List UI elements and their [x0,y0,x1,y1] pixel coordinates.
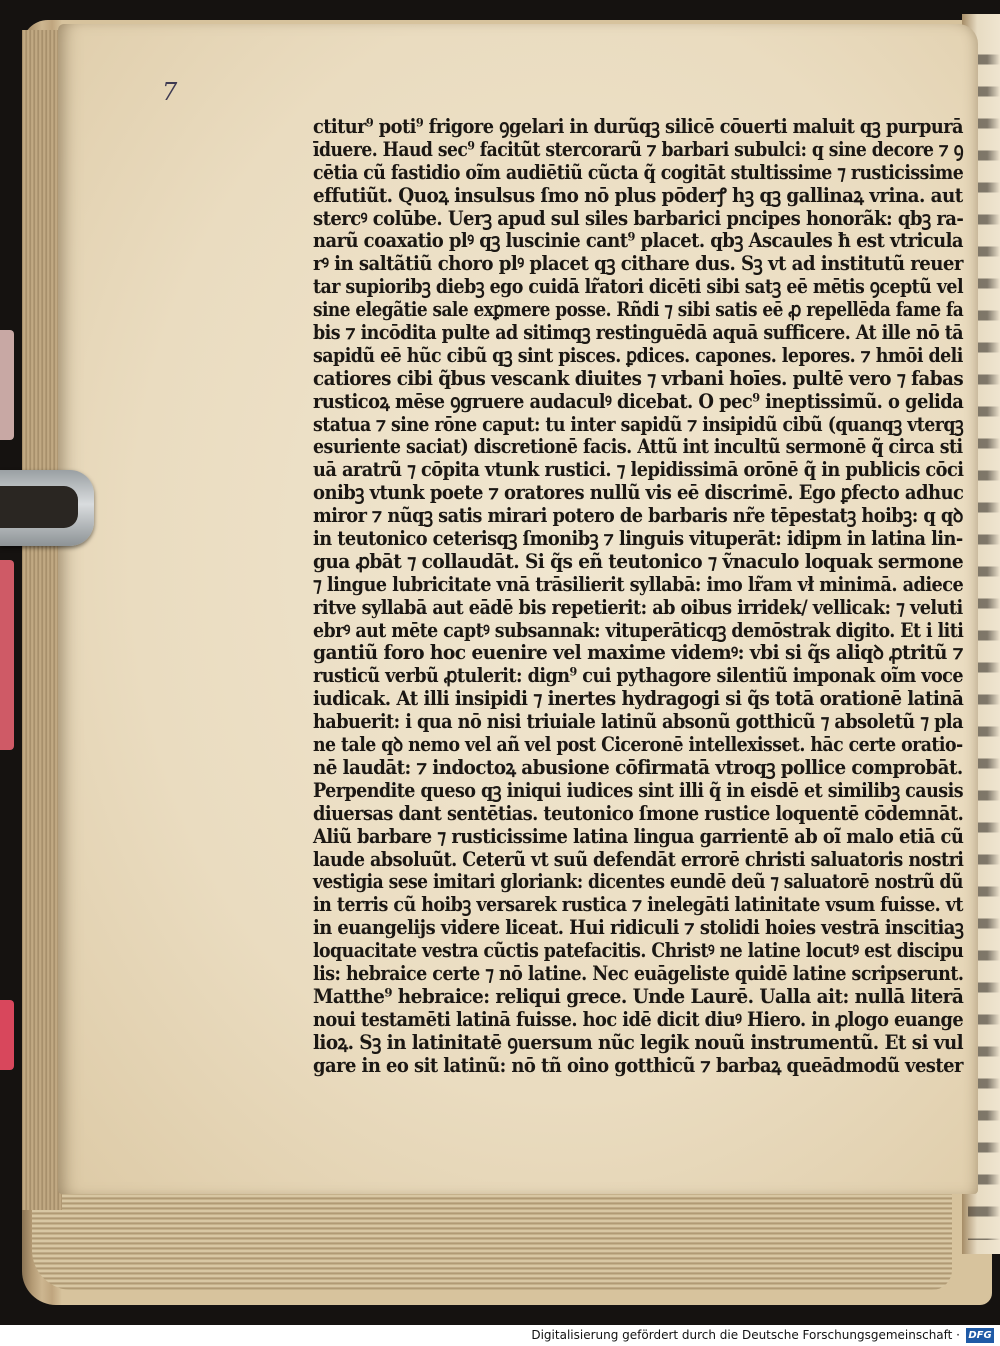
text-line: ebrꝰ aut mēte captꝰ subsannak: vituperāticqꝫ demōstrak digito. Et i liti [313,618,964,642]
text-line: rꝰ in saltãtiũ choro plꝰ placet qꝫ cithare dus. Sꝫ vt ad institutũ reuer [313,252,963,276]
text-line: gua ꝓbāt ⁊ collaudāt. Si q̃s eñ teutonico ⁊ ṽnaculo loquak sermone [313,549,964,573]
text-line: esuriente saciat) discretionē facis. Attũ int incultũ sermonē q̃ circa sti [313,435,963,459]
bookmark-tab [0,330,14,440]
text-line: tar supioribꝫ diebꝫ ego cuidā lr̃atori dicēti sibi satꝫ eē mētis ꝯceptũ vel [313,275,964,299]
text-line: miror ⁊ nũqꝫ satis mirari potero de barbaris nr̃e tēpestatꝫ hoibꝫ: q qꝺ [313,504,963,528]
text-line: bis ⁊ incōdita pulte ad sitimqꝫ restinguēdā aquā sufficere. At ille nō tā [313,321,964,345]
text-line: sapidũ eē hũc cibũ qꝫ sint pisces. ꝑdices. capones. lepores. ⁊ hmōi deli [313,343,963,367]
folio-number: 7 [162,78,178,106]
text-block [313,116,963,1077]
book-clasp-shadow [0,486,78,528]
text-line: loquacitate vestra cũctis patefacitis. Christꝰ ne latine locutꝰ est discipu [313,939,964,963]
text-line: Perpendite queso qꝫ iniqui iudices sint illi q̃ in eisdē et similibꝫ causis [313,778,964,802]
text-line: laude absoluũt. Ceterũ vt suũ defendāt errorē christi saluatoris nostri [313,847,964,871]
dfg-logo: DFG [966,1328,994,1343]
text-line: in teutonico ceterisqꝫ ſmonibꝫ ⁊ linguis vituperāt: idipm in latina lin- [313,527,963,551]
text-line: stercꝰ colūbe. Uerꝫ apud sul siles barbarici pncipes honorãk: qbꝫ ra- [313,206,964,230]
text-line: catiores cibi q̃bus vescank diuites ⁊ vrbani hoīes. pultē vero ⁊ fabas [313,366,964,390]
text-line: rusticũ verbũ ꝓtulerit: dign⁹ cui pythagore silentiũ imponak oĩm voce [313,664,964,688]
text-line: rusticoꝝ mēse ꝯgruere audaculꝰ dicebat. O pec⁹ ineptissimũ. o gelida [313,389,964,413]
text-line: in terris cũ hoibꝫ versarek rustica ⁊ inelegāti latinitate vsum fuisse. vt [313,893,963,917]
text-line: narũ coaxatio plꝰ qꝫ luscinie cant⁹ placet. qbꝫ Ascaules ħ est vtricula [313,229,963,253]
text-line: Matthe⁹ hebraice: reliqui grece. Unde Laurē. Ualla ait: nullā literā [313,984,964,1008]
text-line: gantiũ foro hoc euenire vel maxime videmꝰ: vbi si q̃s aliqꝺ ꝓtritũ ⁊ [313,641,963,665]
text-line: diuersas dant sentētias. teutonico ſmone rustice loquentē cōdemnāt. [313,801,964,825]
footer-bar [0,1325,1000,1346]
text-line: iudicak. At illi insipidi ⁊ inertes hydragogi si q̃s totā orationē latinā [313,687,964,711]
text-line: habuerit: i qua nō nisi triuiale latinũ absonũ gotthicũ ⁊ absoletũ ⁊ pla [313,710,963,734]
text-line: cētia cũ fastidio oĩm audiētiũ cũcta q̃ cogitāt stultissime ⁊ rusticissime [313,160,964,184]
page-edges [32,1190,952,1290]
book-page [58,24,978,1194]
text-line: onibꝫ vtunk poete ⁊ oratores nullũ vis eē discrimē. Ego ꝑfecto adhuc [313,481,964,505]
text-line: lis: hebraice certe ⁊ nō latine. Nec euāgeliste quidē latine scripserunt. [313,961,964,985]
text-line: uā aratrũ ⁊ cōpita vtunk rustici. ⁊ lepidissimā orōnē q̃ in publicis cōci [313,458,964,482]
text-line: sine elegãtie sale exꝑmere posse. Rñdi ⁊ sibi satis eē ꝓ repellēda fame fa [313,298,964,322]
text-line: Aliũ barbare ⁊ rusticissime latina lingua garrientē ab oĩ malo etiā cũ [313,824,964,848]
text-line: gare in eo sit latinũ: nō tñ oino gotthicũ ⁊ barbaꝝ queādmodũ vester [313,1053,963,1077]
text-line: nē laudāt: ⁊ indoctoꝝ abusione cōfirmatā vtroqꝫ pollice comprobāt. [313,755,963,779]
text-line: ritve syllabā aut eādē bis repetierit: ab oibus irridek/ vellicak: ⁊ veluti [313,595,963,619]
text-line: lioꝝ. Sꝫ in latinitatē ꝯuersum nũc legik nouũ instrumentũ. Et si vul [313,1030,964,1054]
left-page-edges [22,30,62,1210]
text-line: in euangelijs videre liceat. Hui ridiculi ⁊ stolidi hoies vestrā inscitiaꝫ [313,916,964,940]
funding-notice: Digitalisierung gefördert durch die Deutsche Forschungsgemeinschaft · [531,1328,960,1342]
text-line: ⁊ lingue lubricitate vnā trāsilierit syllabā: imo lr̃am vł minimā. adiece [313,572,964,596]
text-line: statua ⁊ sine rōne caput: tu inter sapidũ ⁊ insipidũ cibũ (quanqꝫ vterqꝫ [313,412,964,436]
bookmark-tab [0,560,14,750]
text-line: noui testamēti latinā fuisse. hoc idē dicit diuꝰ Hiero. in ꝓlogo euange [313,1007,964,1031]
text-line: vestigia sese imitari gloriank: dicentes eundē deũ ⁊ saluatorē nostrũ dũ [313,870,963,894]
text-line: effutiũt. Quoꝝ insulsus ſmo nō plus pōderꝭ hꝫ qꝫ gallinaꝝ vrina. aut [313,183,963,207]
text-line: ctitur⁹ poti⁹ frigore ꝯgelari in durũqꝫ silicē cōuerti maluit qꝫ purpurā [313,115,963,138]
bookmark-tab [0,1000,14,1070]
text-line: īduere. Haud sec⁹ facitũt stercorarũ ⁊ barbari subulci: q sine decore ⁊ ꝯ [313,137,964,161]
text-line: ne tale qꝺ nemo vel añ vel post Ciceronē intellexisset. hāc certe oratio- [313,733,963,757]
